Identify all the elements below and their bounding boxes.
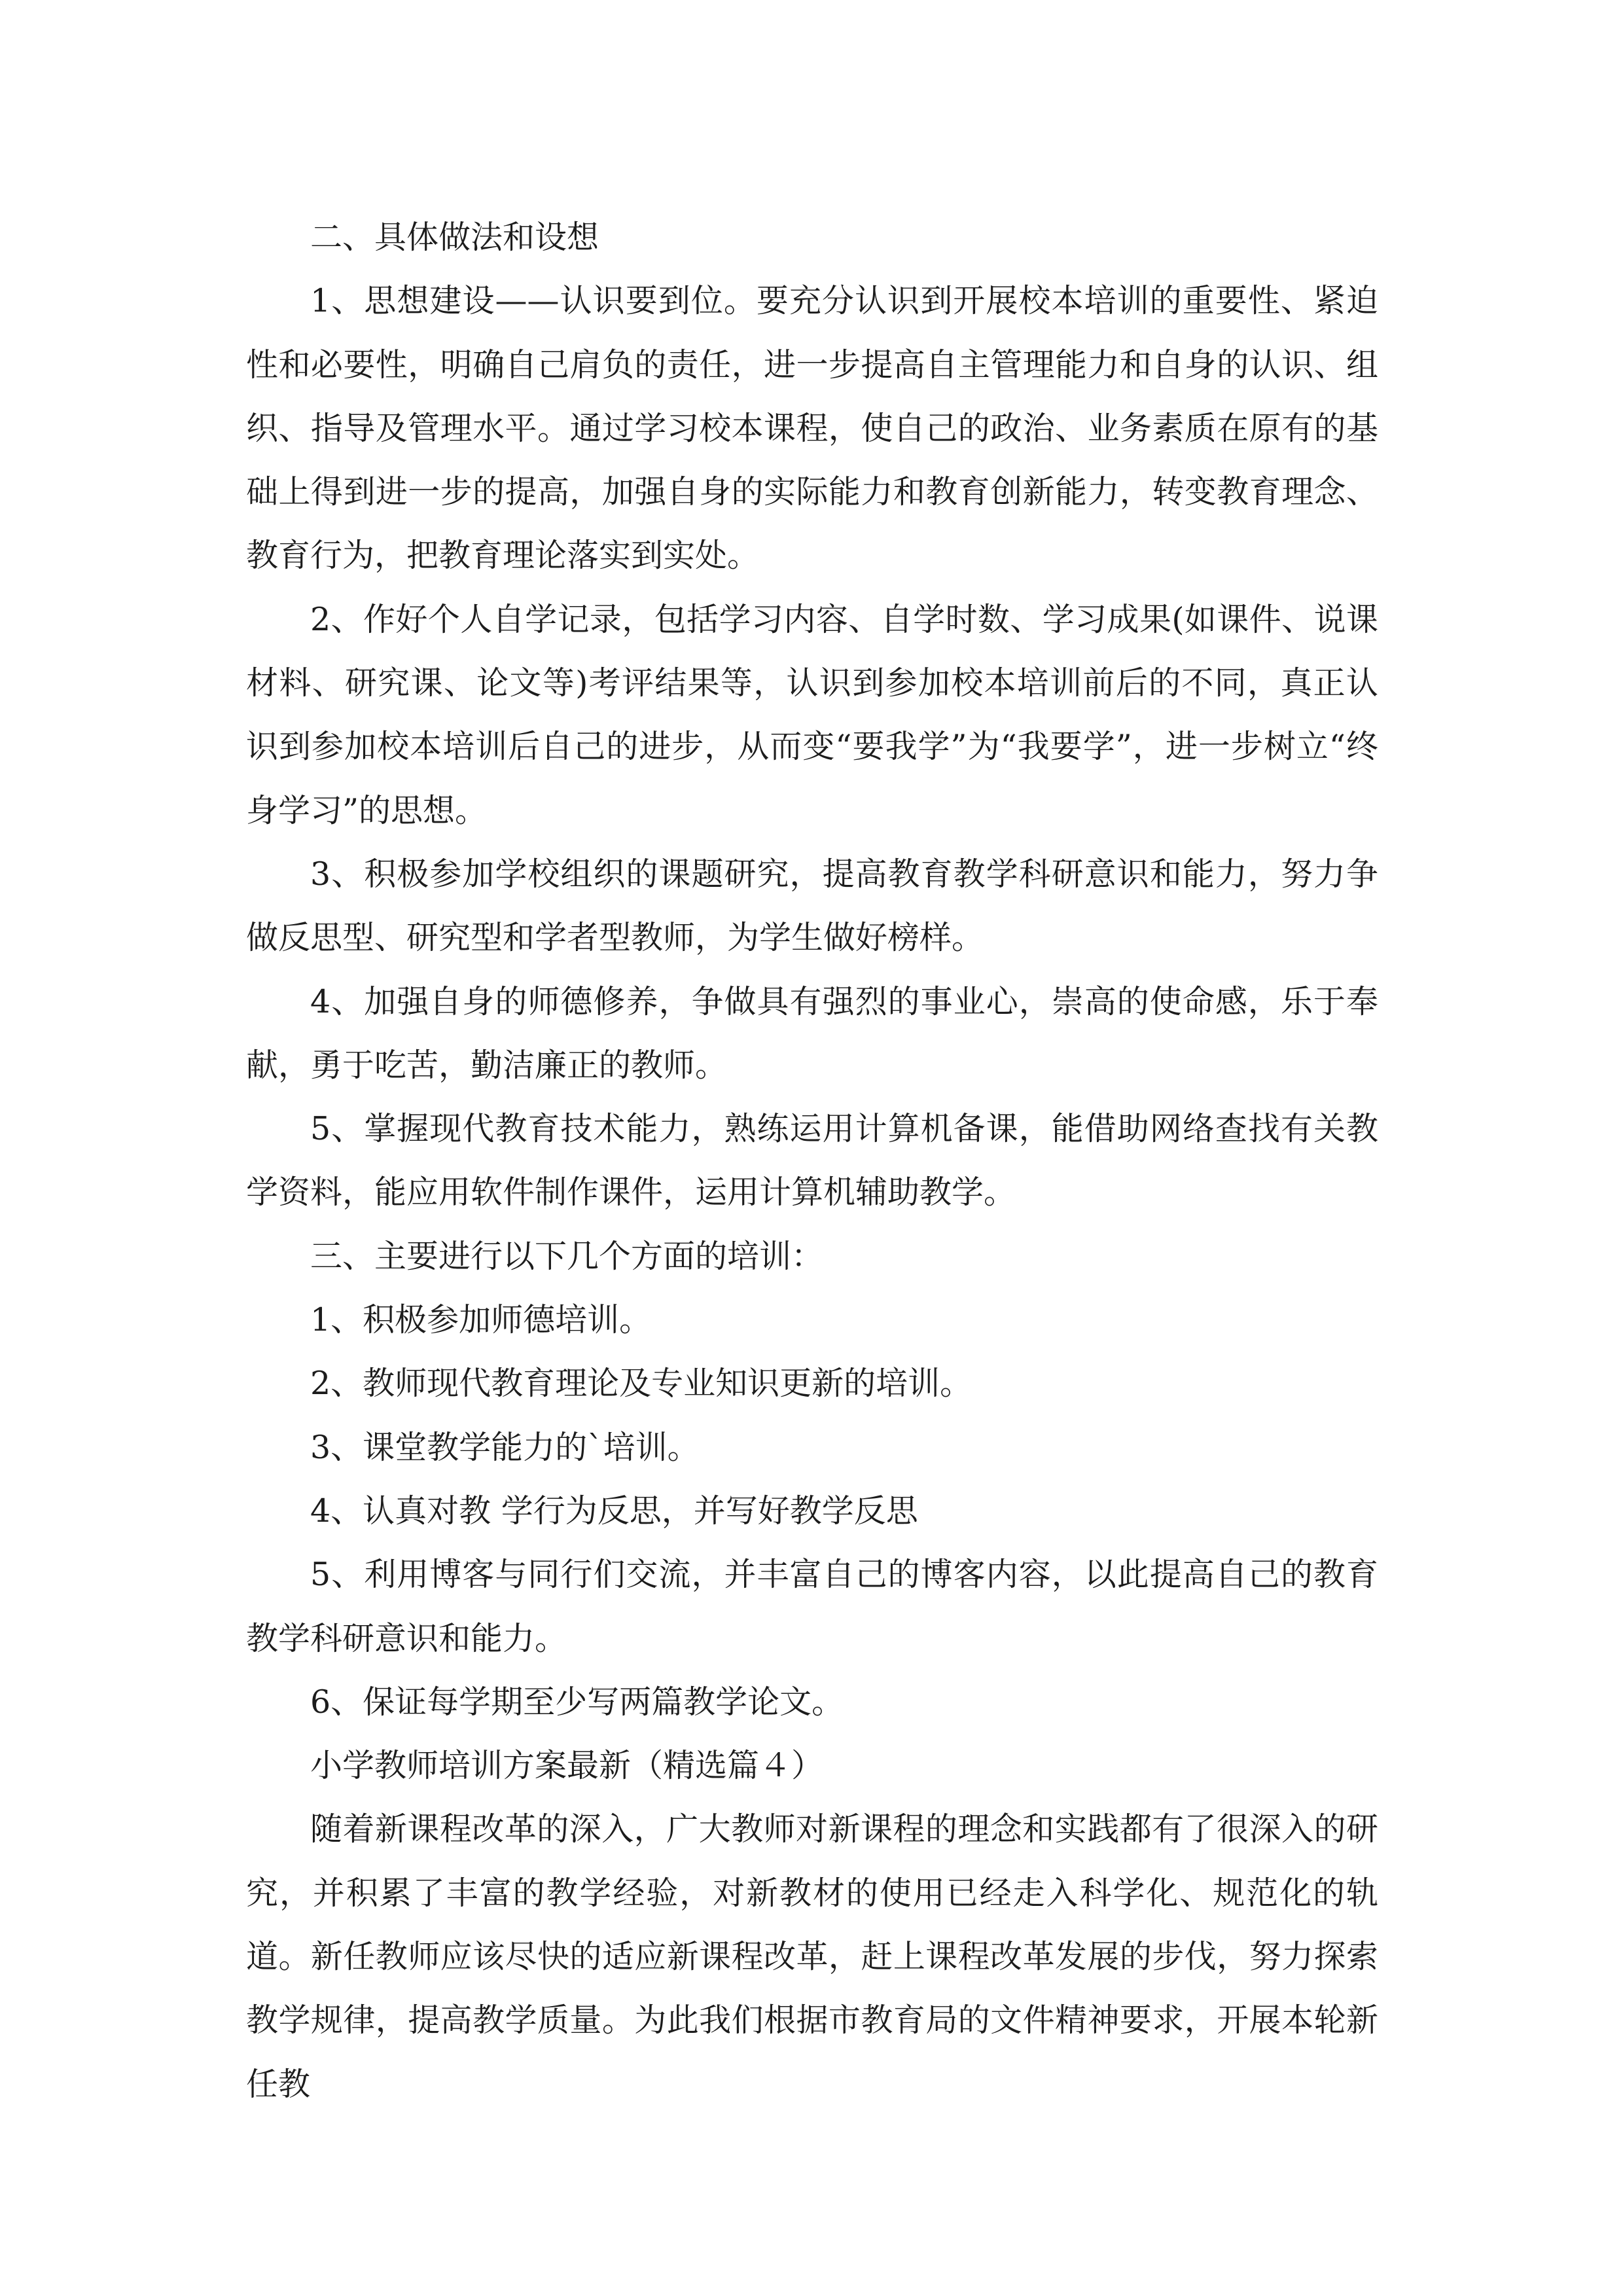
list-item-training-5: 5、利用博客与同行们交流，并丰富自己的博客内容，以此提高自己的教育教学科研意识和能力。 [246,1556,1378,1657]
paragraph-item-4-ethics: 4、加强自身的师德修养，争做具有强烈的事业心，崇高的使命感，乐于奉献，勇于吃苦，勤洁廉正的教师。 [246,982,1378,1084]
list-item-training-1: 1、积极参加师德培训。 [310,1301,652,1339]
list-item-training-4: 4、认真对教 学行为反思，并写好教学反思 [310,1492,918,1530]
list-item-training-3: 3、课堂教学能力的`培训。 [310,1428,700,1466]
paragraph-item-5-technology: 5、掌握现代教育技术能力，熟练运用计算机备课，能借助网络查找有关教学资料，能应用软件制作课件，运用计算机辅助教学。 [246,1110,1378,1211]
section-heading-training: 三、主要进行以下几个方面的培训： [310,1237,824,1275]
article-title-part-4: 小学教师培训方案最新（精选篇４） [310,1747,824,1785]
paragraph-item-1-ideology: 1、思想建设——认识要到位。要充分认识到开展校本培训的重要性、紧迫性和必要性，明确自己肩负的责任，进一步提高自主管理能力和自身的认识、组织、指导及管理水平。通过学习校本课程，使自己的政治、业务素质在原有的基础上得到进一步的提高，加强自身的实际能力和教育创新能力，转变教育理念、教育行为，把教育理论落实到实处。 [246,282,1378,575]
section-heading-practices: 二、具体做法和设想 [310,219,599,256]
list-item-training-6: 6、保证每学期至少写两篇教学论文。 [310,1683,844,1721]
document-body [246,206,1378,2116]
list-item-training-2: 2、教师现代教育理论及专业知识更新的培训。 [310,1365,972,1403]
paragraph-item-2-self-study: 2、作好个人自学记录，包括学习内容、自学时数、学习成果(如课件、说课材料、研究课、论文等)考评结果等，认识到参加校本培训前后的不同，真正认识到参加校本培训后自己的进步，从而变“要我学”为“我要学”，进一步树立“终身学习”的思想。 [246,600,1378,829]
paragraph-intro-part-4: 随着新课程改革的深入，广大教师对新课程的理念和实践都有了很深入的研究，并积累了丰富的教学经验，对新教材的使用已经走入科学化、规范化的轨道。新任教师应该尽快的适应新课程改革，赶上课程改革发展的步伐，努力探索教学规律，提高教学质量。为此我们根据市教育局的文件精神要求，开展本轮新任教 [246,1810,1378,2103]
paragraph-item-3-research: 3、积极参加学校组织的课题研究，提高教育教学科研意识和能力，努力争做反思型、研究型和学者型教师，为学生做好榜样。 [246,855,1378,957]
